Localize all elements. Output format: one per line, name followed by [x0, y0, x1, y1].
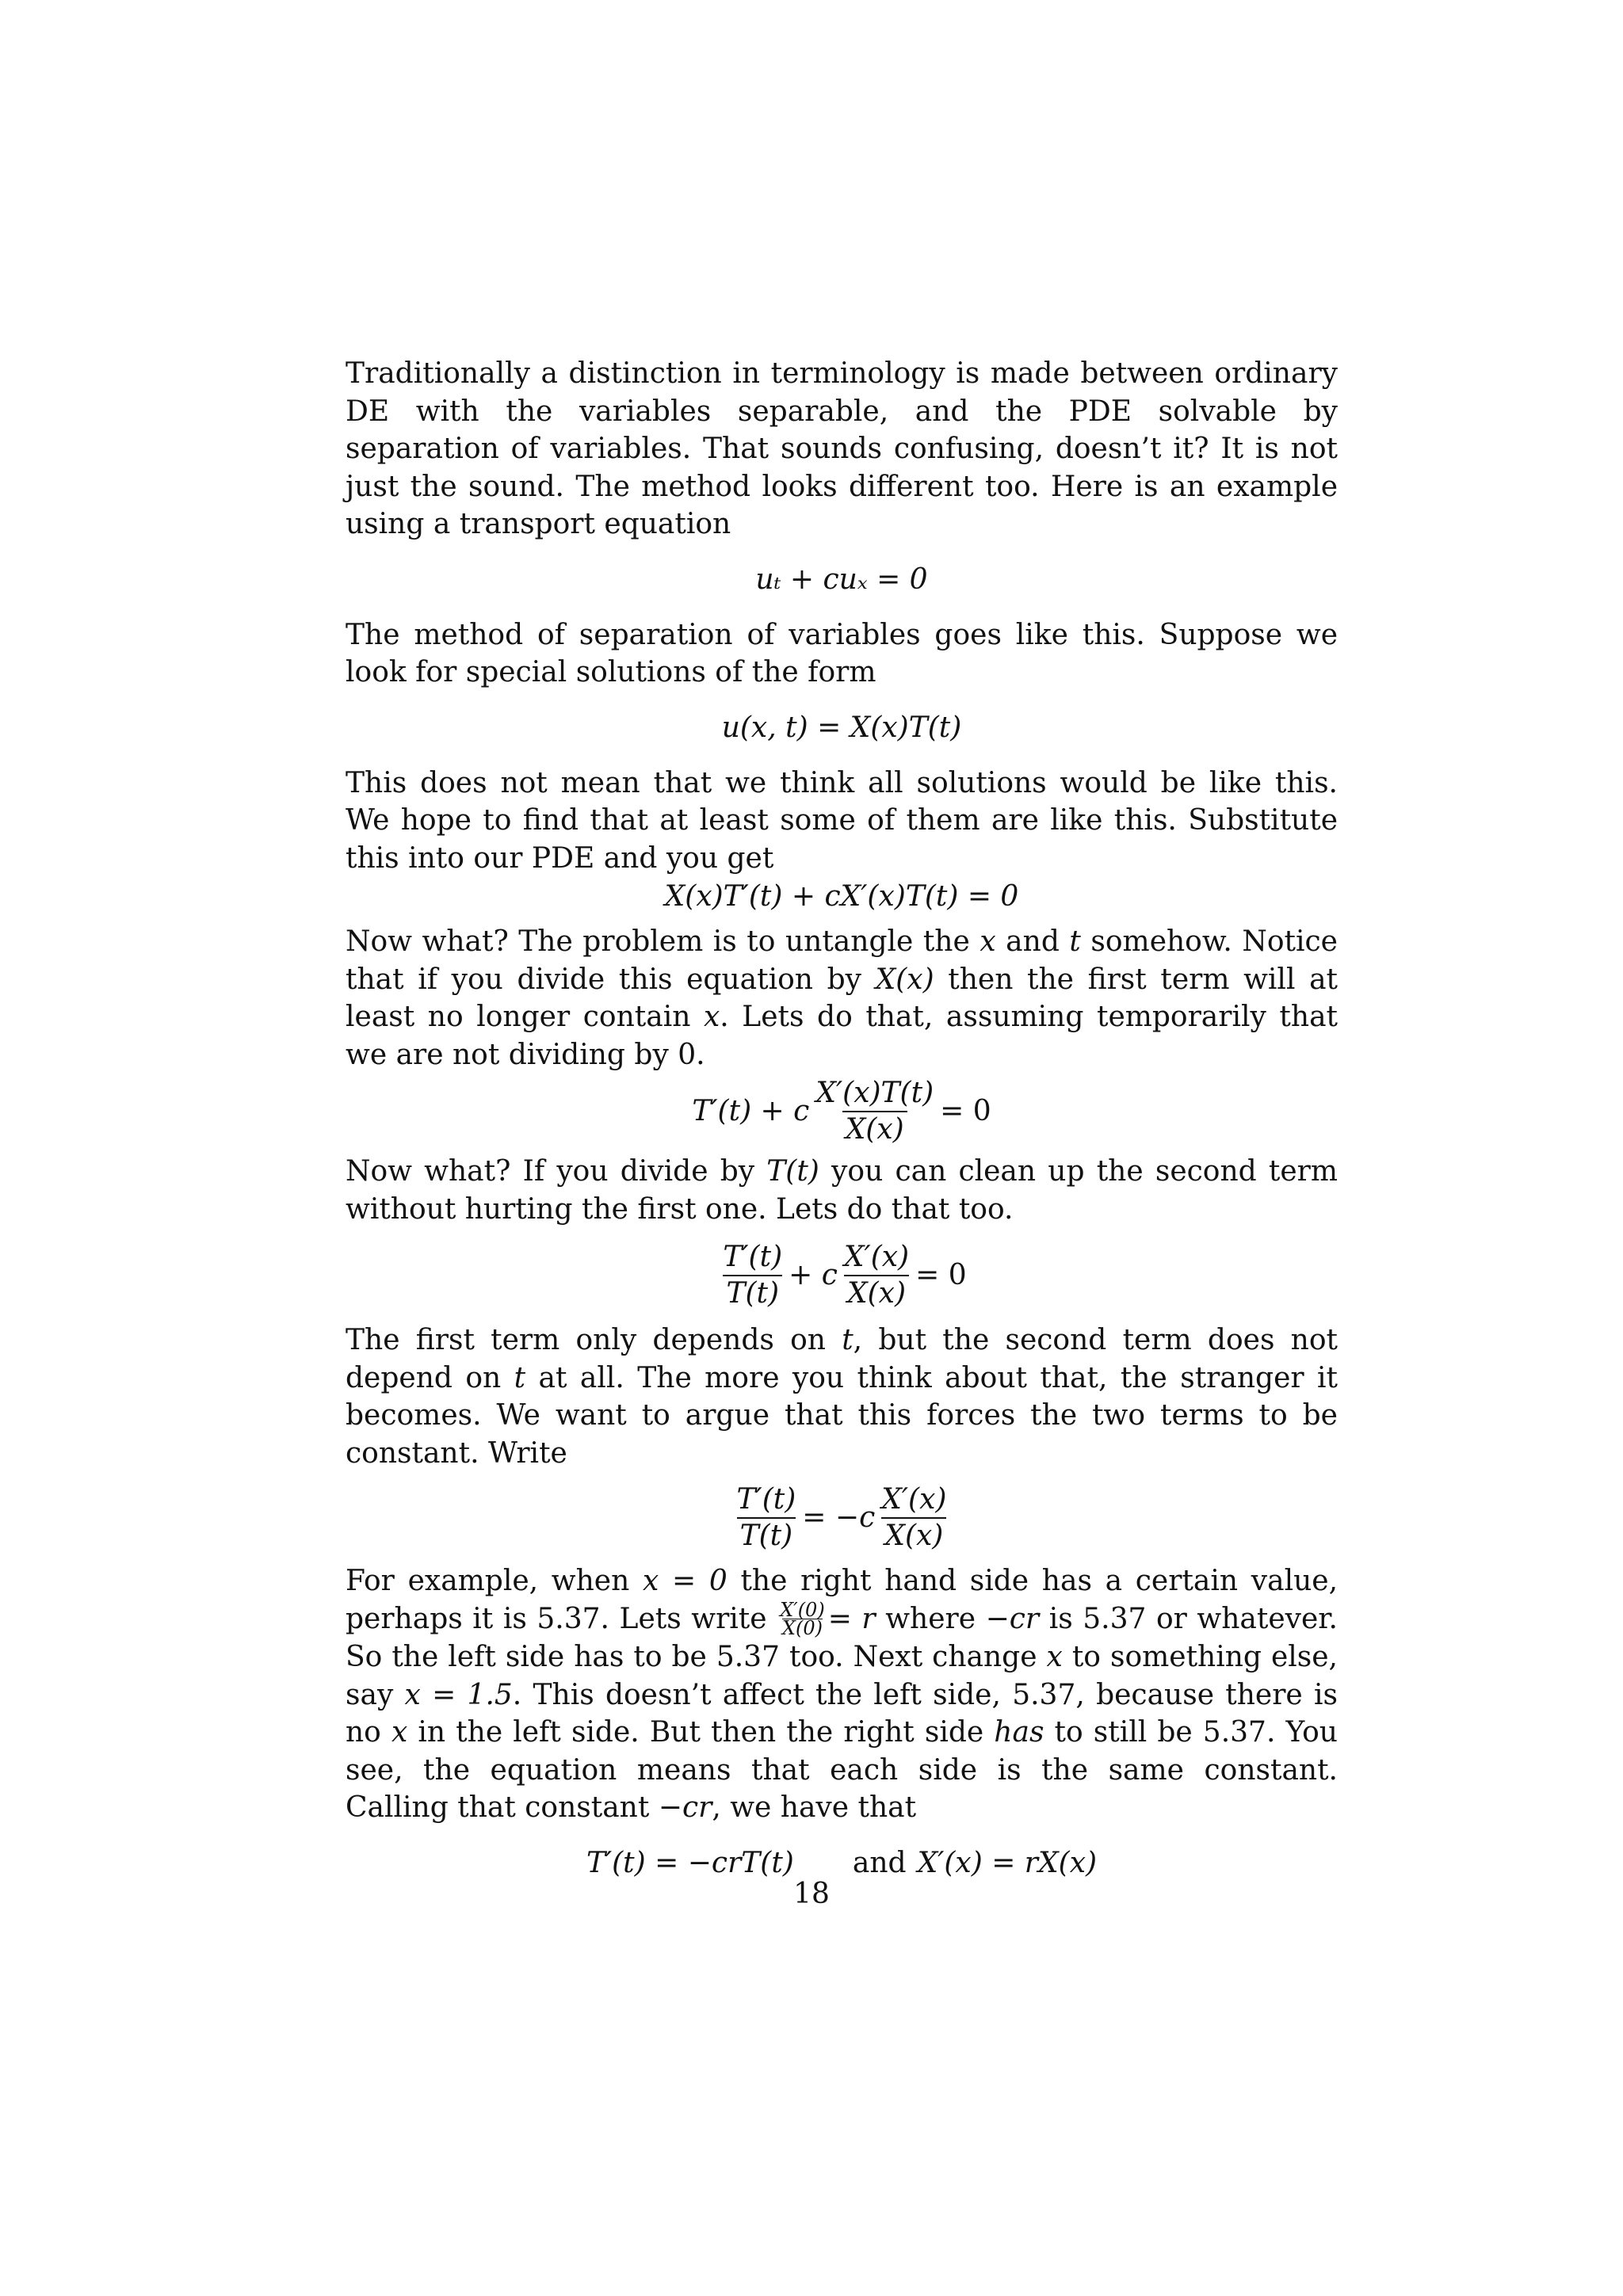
text-segment: Now what? If you divide by [346, 1155, 767, 1188]
math-x-eq-0: x = 0 [642, 1565, 727, 1597]
fraction-numerator: T′(t) [723, 1241, 783, 1273]
text-segment: in the left side. But then the right side [407, 1716, 995, 1749]
text-segment: at all. The more you think about that, the stranger it becomes. We want to argue that this forces the two terms to be constant. Write [346, 1361, 1338, 1470]
fraction-numerator: X′(x) [843, 1241, 910, 1273]
text-segment: you can clean up the second term without hurting the first one. Lets do that too. [346, 1155, 1338, 1226]
equation-transport [346, 555, 1338, 605]
eq6-mid: = −c [802, 1501, 876, 1535]
equation-divided-by-X [346, 1074, 1338, 1150]
text-segment: . This doesn’t affect the left side, 5.37, because there is no [346, 1678, 1338, 1749]
emphasis-has: has [994, 1716, 1044, 1749]
text-segment: , we have that [712, 1791, 917, 1824]
fraction-numerator: X′(x) [881, 1483, 947, 1516]
equation-substituted [346, 877, 1338, 917]
equation-product-form [346, 703, 1338, 753]
eq-substituted-text: X(x)T′(t) + cX′(x)T(t) = 0 [664, 880, 1019, 913]
text-segment: is 5.37 or whatever. So the left side has to be 5.37 too. Next change [346, 1602, 1338, 1673]
fraction-denominator: T(t) [723, 1275, 782, 1310]
text-segment: then the first term will at least no longer contain [346, 963, 1338, 1033]
inline-fraction [780, 1601, 825, 1637]
text-segment: The first term only depends on [346, 1324, 842, 1356]
fraction-denominator: X(x) [844, 1275, 909, 1310]
paragraph-substitute: This does not mean that we think all solutions would be like this. We hope to find that at least some of them are like this. Substitute this into our PDE and you get [346, 766, 1338, 875]
math-x: x [391, 1716, 408, 1749]
text-segment: For example, when [346, 1565, 643, 1597]
page-body [346, 355, 1338, 1889]
page-number: 18 [793, 1878, 830, 1910]
fraction [720, 1241, 785, 1310]
text-segment: the right hand side has a certain value, perhaps it is 5.37. Lets write [346, 1565, 1338, 1635]
math-Tt: T(t) [766, 1155, 819, 1188]
inline-fraction-numerator: X′(0) [780, 1599, 825, 1621]
eq4-left: T′(t) + c [692, 1095, 810, 1128]
fraction-denominator: T(t) [737, 1517, 796, 1552]
fraction-denominator: X(x) [881, 1517, 946, 1552]
paragraph-divide-T [346, 1153, 1338, 1228]
math-x: x [980, 925, 996, 958]
math-neg-cr: −cr [985, 1602, 1040, 1635]
paragraph-method: The method of separation of variables goes like this. Suppose we look for special solutions of the form [346, 618, 1338, 688]
text-segment: to still be 5.37. You see, the equation means that each side is the same constant. Calling that constant [346, 1716, 1338, 1824]
fraction [812, 1077, 937, 1146]
text-segment: , but the second term does not depend on [346, 1324, 1338, 1394]
equation-separated [346, 1238, 1338, 1314]
math-eq-r: = r [827, 1602, 876, 1635]
math-t: t [1069, 925, 1081, 958]
math-neg-cr: −cr [658, 1791, 712, 1824]
eq7-and: and [852, 1846, 907, 1879]
fraction [734, 1484, 800, 1552]
eq-transport-text: uₜ + cuₓ = 0 [755, 563, 928, 596]
math-t: t [514, 1361, 526, 1394]
text-segment: Now what? The problem is to untangle the [346, 925, 980, 958]
eq5-right: = 0 [915, 1259, 967, 1292]
eq7-left: T′(t) = −crT(t) [586, 1846, 794, 1879]
math-Xx: X(x) [875, 963, 934, 996]
text-segment: and [995, 925, 1070, 958]
math-x-eq-15: x = 1.5 [404, 1678, 513, 1711]
text-segment: somehow. Notice that if you divide this equation by [346, 925, 1338, 996]
eq7-right: X′(x) = rX(x) [917, 1846, 1098, 1879]
math-t: t [842, 1324, 854, 1356]
paragraph-constant [346, 1322, 1338, 1472]
paragraph-untangle [346, 923, 1338, 1074]
math-x: x [703, 1001, 720, 1033]
eq-product-text: u(x, t) = X(x)T(t) [721, 711, 962, 744]
text-segment: where [875, 1602, 986, 1635]
fraction-numerator: T′(t) [736, 1483, 796, 1516]
fraction-numerator: X′(x)T(t) [815, 1077, 934, 1109]
fraction-denominator: X(x) [842, 1111, 907, 1146]
text-segment: to something else, say [346, 1641, 1338, 1711]
eq4-right: = 0 [940, 1095, 991, 1128]
inline-fraction-denominator: X(0) [781, 1617, 823, 1639]
math-x: x [1046, 1641, 1063, 1673]
equation-equal-ratios [346, 1480, 1338, 1556]
fraction [841, 1241, 912, 1310]
fraction [878, 1484, 949, 1552]
text-segment: . Lets do that, assuming temporarily that we are not dividing by 0. [346, 1001, 1338, 1071]
paragraph-intro: Traditionally a distinction in terminology is made between ordinary DE with the variables separable, and the PDE solvable by separation of variables. That sounds confusing, doesn’t it? It is not just the sound. The method looks different too. Here is an example using a transport equation [346, 357, 1338, 540]
eq5-plus-c: + c [789, 1259, 838, 1292]
paragraph-example [346, 1562, 1338, 1827]
